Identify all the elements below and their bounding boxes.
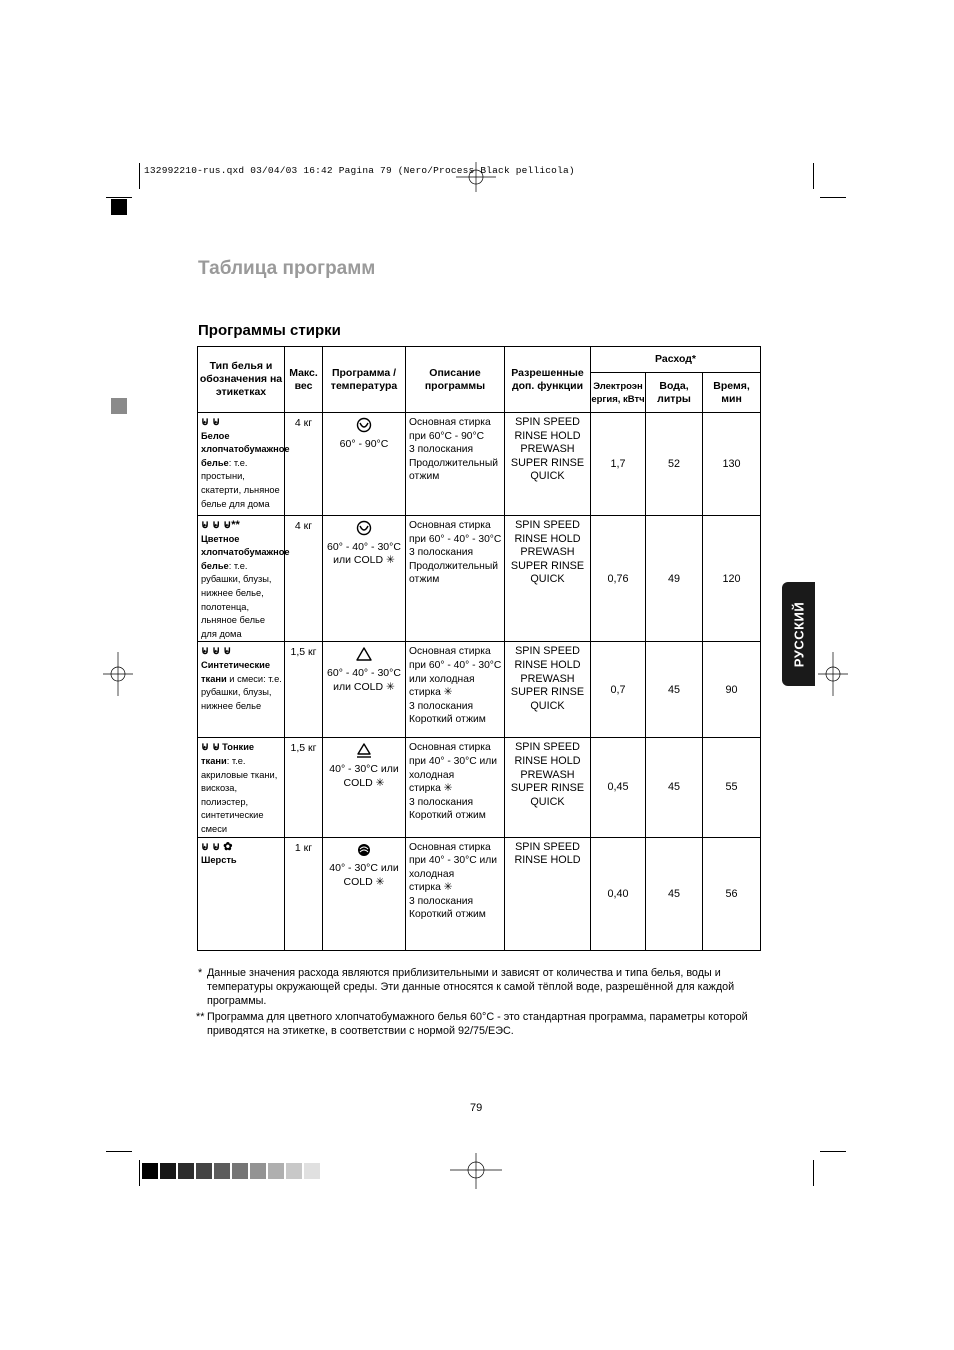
option-item: SPIN SPEED xyxy=(515,645,580,658)
options-cell xyxy=(505,413,591,516)
fabric-name: Цветное хлопчатобумажное белье xyxy=(201,533,290,571)
fabric-examples: и смеси: т.е. рубашки, блузы, нижнее белье xyxy=(201,673,282,711)
program-cell xyxy=(323,837,406,950)
program-cell xyxy=(323,413,406,516)
table-row xyxy=(198,516,761,642)
description-line: отжим xyxy=(409,471,440,483)
time-cell: 55 xyxy=(703,738,761,837)
description-cell xyxy=(406,516,505,642)
option-item: QUICK xyxy=(530,470,565,483)
header-energy: Электроэн ергия, кВтч xyxy=(591,373,646,413)
table-row xyxy=(198,642,761,738)
description-line: Короткий отжим xyxy=(409,810,486,822)
footnote-1: Данные значения расхода являются приблизительными и зависят от количества и типа белья, воды и температуры окружающей среды. Эти данные относятся к самой тёплой воде, разрешённой для каждой программы. xyxy=(207,967,735,1007)
description-line: при 60°C - 90°C xyxy=(409,430,485,442)
fabric-examples: : т.е. рубашки, блузы, нижнее белье, полотенца, льняное белье для дома xyxy=(201,560,272,639)
gray-marker-square xyxy=(111,398,127,414)
header-type: Тип белья и обозначения на этикетках xyxy=(198,347,285,413)
color-swatch xyxy=(214,1163,230,1179)
description-line: Основная стирка xyxy=(409,646,491,658)
description-line: или холодная xyxy=(409,673,475,685)
option-item: SUPER RINSE xyxy=(510,686,585,699)
program-cell xyxy=(323,738,406,837)
table-row xyxy=(198,837,761,950)
water-cell: 52 xyxy=(646,413,703,516)
description-line: 3 полоскания xyxy=(409,547,474,559)
crop-mark xyxy=(106,197,132,198)
crop-mark xyxy=(813,163,814,189)
crop-mark xyxy=(820,197,846,198)
description-cell xyxy=(406,642,505,738)
options-cell xyxy=(505,642,591,738)
header-program: Программа / температура xyxy=(323,347,406,413)
fabric-type-cell xyxy=(198,642,285,738)
section-title: Программы стирки xyxy=(198,322,341,339)
color-swatch xyxy=(196,1163,212,1179)
option-item: RINSE HOLD xyxy=(514,658,581,671)
option-item: QUICK xyxy=(530,573,565,586)
description-cell xyxy=(406,837,505,950)
option-item: SUPER RINSE xyxy=(510,456,585,469)
table-row xyxy=(198,738,761,837)
description-line: стирка ✳ xyxy=(409,687,453,699)
header-water: Вода, литры xyxy=(646,373,703,413)
option-item: SPIN SPEED xyxy=(515,416,580,428)
header-options: Разрешенные доп. функции xyxy=(505,347,591,413)
program-temp: 60° - 40° - 30°C или COLD ✳ xyxy=(327,666,401,693)
water-cell: 45 xyxy=(646,837,703,950)
option-item: SPIN SPEED xyxy=(515,519,580,531)
water-cell: 49 xyxy=(646,516,703,642)
synthetics-program-icon xyxy=(355,646,373,662)
options-cell xyxy=(505,738,591,837)
fabric-name: Синтетические ткани xyxy=(201,659,271,684)
registration-mark-bottom xyxy=(450,1153,502,1189)
option-item: RINSE HOLD xyxy=(514,854,581,867)
description-line: отжим xyxy=(409,574,440,586)
fabric-name: Шерсть xyxy=(201,855,237,866)
cotton-program-icon xyxy=(356,520,372,536)
energy-cell: 0,7 xyxy=(591,642,646,738)
care-label-icons: ⊌ ⊌ ⊌ xyxy=(201,645,232,658)
description-line: Продолжительный xyxy=(409,560,498,572)
header-consumption: Расход* xyxy=(591,347,761,373)
cotton-program-icon xyxy=(356,417,372,433)
color-swatch xyxy=(142,1163,158,1179)
black-marker-square xyxy=(111,199,127,215)
option-item: PREWASH xyxy=(520,546,575,559)
options-cell xyxy=(505,837,591,950)
description-line: при 40° - 30°C или xyxy=(409,855,498,867)
description-line: Основная стирка xyxy=(409,742,491,754)
water-cell: 45 xyxy=(646,738,703,837)
color-swatch xyxy=(286,1163,302,1179)
weight-cell: 4 кг xyxy=(285,516,323,642)
option-item: QUICK xyxy=(530,699,565,712)
crop-mark xyxy=(813,1160,814,1186)
description-line: Основная стирка xyxy=(409,417,491,428)
energy-cell: 1,7 xyxy=(591,413,646,516)
description-line: холодная xyxy=(409,868,455,880)
crop-mark xyxy=(139,163,140,189)
description-line: при 60° - 40° - 30°C xyxy=(409,659,502,671)
program-temp: 60° - 40° - 30°C или COLD ✳ xyxy=(327,540,401,567)
color-swatch xyxy=(304,1163,320,1179)
color-swatch xyxy=(160,1163,176,1179)
water-cell: 45 xyxy=(646,642,703,738)
description-line: при 40° - 30°C или xyxy=(409,755,498,767)
description-line: Основная стирка xyxy=(409,520,491,531)
weight-cell: 1,5 кг xyxy=(285,642,323,738)
page-number: 79 xyxy=(470,1102,483,1114)
delicates-program-icon xyxy=(355,742,373,758)
wool-program-icon xyxy=(356,842,372,858)
description-line: холодная xyxy=(409,769,455,781)
description-cell xyxy=(406,413,505,516)
header-weight: Макс. вес xyxy=(285,347,323,413)
table-row xyxy=(198,413,761,516)
description-line: Короткий отжим xyxy=(409,909,486,921)
description-line: при 60° - 40° - 30°C xyxy=(409,533,502,545)
registration-mark-top xyxy=(456,162,496,192)
weight-cell: 1 кг xyxy=(285,837,323,950)
registration-mark-left xyxy=(103,652,133,696)
header-time: Время, мин xyxy=(703,373,761,413)
time-cell: 130 xyxy=(703,413,761,516)
fabric-type-cell xyxy=(198,516,290,642)
weight-cell: 1,5 кг xyxy=(285,738,323,837)
program-temp: 60° - 90°C xyxy=(339,437,389,450)
fabric-type-cell xyxy=(198,413,290,516)
option-item: PREWASH xyxy=(520,672,575,685)
time-cell: 120 xyxy=(703,516,761,642)
program-table xyxy=(197,346,761,951)
options-cell xyxy=(505,516,591,642)
description-cell xyxy=(406,738,505,837)
language-tab-label-wrap xyxy=(782,582,815,686)
description-line: 3 полоскания xyxy=(409,700,474,712)
header-description: Описание программы xyxy=(406,347,505,413)
energy-cell: 0,40 xyxy=(591,837,646,950)
program-cell xyxy=(323,516,406,642)
footnote-2-mark: ** xyxy=(196,1011,205,1023)
footnote-2: Программа для цветного хлопчатобумажного белья 60°C - это стандартная программа, параметры которой приводятся на этикетке, в соответствии с нормой 92/75/ЕЭС. xyxy=(207,1011,748,1037)
description-line: 3 полоскания xyxy=(409,444,474,456)
option-item: SPIN SPEED xyxy=(515,741,580,754)
program-temp: 40° - 30°C или COLD ✳ xyxy=(329,862,399,888)
care-label-icons: ⊌ ⊌ xyxy=(201,741,221,754)
fabric-name: Тонкие ткани xyxy=(201,742,255,766)
program-cell xyxy=(323,642,406,738)
energy-cell: 0,76 xyxy=(591,516,646,642)
crop-mark xyxy=(820,1151,846,1152)
weight-cell: 4 кг xyxy=(285,413,323,516)
language-tab-label: РУССКИЙ xyxy=(791,601,806,667)
color-swatch xyxy=(178,1163,194,1179)
color-swatch xyxy=(250,1163,266,1179)
description-line: стирка ✳ xyxy=(409,882,453,894)
page-title: Таблица программ xyxy=(198,258,376,279)
fabric-name: Белое хлопчатобумажное белье xyxy=(201,430,290,468)
option-item: PREWASH xyxy=(520,443,575,456)
footnote-1-mark: * xyxy=(198,967,203,979)
fabric-examples: : т.е. акриловые ткани, вискоза, полиэстер, синтетические смеси xyxy=(201,755,278,834)
time-cell: 56 xyxy=(703,837,761,950)
registration-mark-right xyxy=(818,652,848,696)
fabric-examples: : т.е. простыни, скатерти, льняное белье для дома xyxy=(201,457,280,509)
crop-mark xyxy=(139,1160,140,1186)
crop-mark xyxy=(106,1151,132,1152)
energy-cell: 0,45 xyxy=(591,738,646,837)
option-item: PREWASH xyxy=(520,768,575,781)
printer-slug: 132992210-rus.qxd 03/04/03 16:42 Pagina 79 (Nero/Process Black pellicola) xyxy=(144,165,575,176)
description-line: 3 полоскания xyxy=(409,895,474,907)
option-item: QUICK xyxy=(530,795,565,808)
fabric-type-cell xyxy=(198,837,285,950)
description-line: стирка ✳ xyxy=(409,783,453,795)
option-item: SUPER RINSE xyxy=(510,782,585,795)
description-line: 3 полоскания xyxy=(409,796,474,808)
care-label-icons: ⊌ ⊌ ⊌** xyxy=(201,519,240,531)
description-line: Продолжительный xyxy=(409,457,498,469)
option-item: RINSE HOLD xyxy=(514,754,581,767)
care-label-icons: ⊌ ⊌ ✿ xyxy=(201,840,233,853)
time-cell: 90 xyxy=(703,642,761,738)
color-swatch xyxy=(232,1163,248,1179)
color-swatch xyxy=(268,1163,284,1179)
description-line: Основная стирка xyxy=(409,841,491,853)
program-temp: 40° - 30°C или COLD ✳ xyxy=(329,762,399,789)
option-item: RINSE HOLD xyxy=(514,532,581,545)
care-label-icons: ⊌ ⊌ xyxy=(201,416,221,428)
option-item: SUPER RINSE xyxy=(510,559,585,572)
option-item: SPIN SPEED xyxy=(515,840,580,853)
option-item: RINSE HOLD xyxy=(514,429,581,442)
fabric-type-cell xyxy=(198,738,285,837)
description-line: Короткий отжим xyxy=(409,714,486,726)
